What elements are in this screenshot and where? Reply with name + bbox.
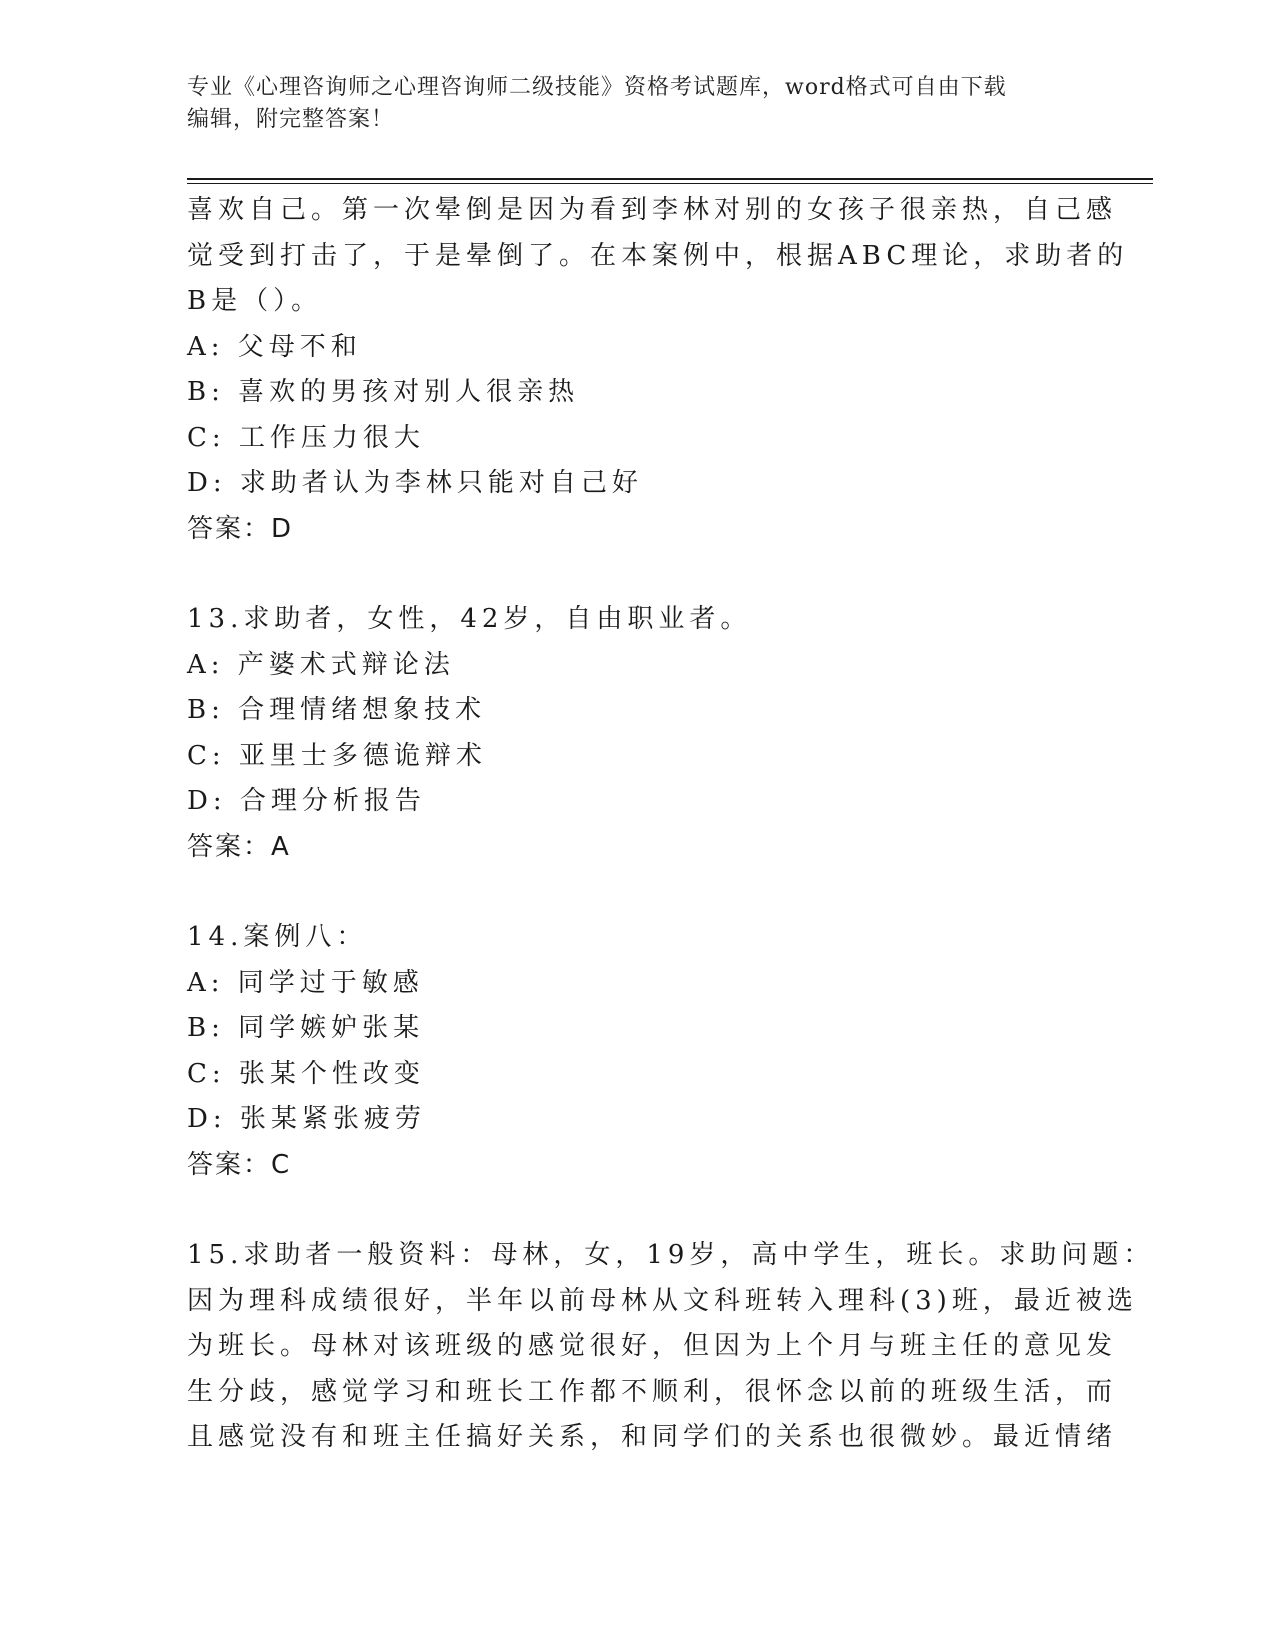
question-12-option-b: B: 喜欢的男孩对别人很亲热 bbox=[187, 377, 580, 407]
question-12-stem-line-1: 喜欢自己。第一次晕倒是因为看到李林对别的女孩子很亲热，自己感 bbox=[187, 195, 1118, 225]
question-12-option-d: D: 求助者认为李林只能对自己好 bbox=[187, 468, 643, 498]
question-14-option-b: B: 同学嫉妒张某 bbox=[187, 1013, 425, 1043]
question-15-stem-line-3: 为班长。母林对该班级的感觉很好，但因为上个月与班主任的意见发 bbox=[187, 1331, 1118, 1361]
question-14-option-d: D: 张某紧张疲劳 bbox=[187, 1104, 426, 1134]
question-14-stem: 14.案例八： bbox=[187, 922, 368, 952]
header-line-1: 专业《心理咨询师之心理咨询师二级技能》资格考试题库，word格式可自由下载 bbox=[187, 75, 1007, 100]
question-15-stem-line-1: 15.求助者一般资料：母林，女，19岁，高中学生，班长。求助问题： bbox=[187, 1240, 1155, 1270]
question-content bbox=[187, 188, 1155, 1461]
question-12-option-c: C: 工作压力很大 bbox=[187, 422, 425, 453]
header-rule-thin bbox=[187, 183, 1153, 184]
question-13-option-c: C: 亚里士多德诡辩术 bbox=[187, 740, 487, 771]
question-14-option-c: C: 张某个性改变 bbox=[187, 1058, 425, 1089]
question-13-stem: 13.求助者，女性，42岁，自由职业者。 bbox=[187, 604, 752, 634]
question-14-option-a: A: 同学过于敏感 bbox=[187, 967, 424, 998]
question-12 bbox=[187, 188, 1129, 552]
question-15-stem-line-5: 且感觉没有和班主任搞好关系，和同学们的关系也很微妙。最近情绪 bbox=[187, 1422, 1118, 1452]
question-15 bbox=[187, 1233, 1155, 1461]
question-12-stem-line-2: 觉受到打击了，于是晕倒了。在本案例中，根据ABC理论，求助者的 bbox=[187, 240, 1129, 271]
question-13 bbox=[187, 597, 1087, 870]
spacer bbox=[187, 1188, 1087, 1233]
question-13-option-a: A: 产婆术式辩论法 bbox=[187, 649, 455, 680]
page-header bbox=[187, 72, 1067, 136]
spacer bbox=[187, 870, 1087, 915]
header-rule-thick bbox=[187, 178, 1153, 180]
question-15-stem-line-4: 生分歧，感觉学习和班长工作都不顺利，很怀念以前的班级生活，而 bbox=[187, 1376, 1118, 1407]
question-13-option-b: B: 合理情绪想象技术 bbox=[187, 695, 487, 725]
header-line-2: 编辑，附完整答案！ bbox=[187, 107, 395, 132]
question-12-answer: 答案：D bbox=[187, 513, 294, 544]
spacer bbox=[187, 552, 1087, 597]
question-15-stem-line-2: 因为理科成绩很好，半年以前母林从文科班转入理科(3)班，最近被选 bbox=[187, 1285, 1138, 1316]
question-12-option-a: A: 父母不和 bbox=[187, 331, 362, 362]
question-12-stem-line-3: B是（）。 bbox=[187, 286, 323, 316]
question-14-answer: 答案：C bbox=[187, 1149, 292, 1180]
question-13-option-d: D: 合理分析报告 bbox=[187, 786, 426, 816]
question-13-answer: 答案：A bbox=[187, 831, 291, 862]
question-14 bbox=[187, 915, 1087, 1188]
